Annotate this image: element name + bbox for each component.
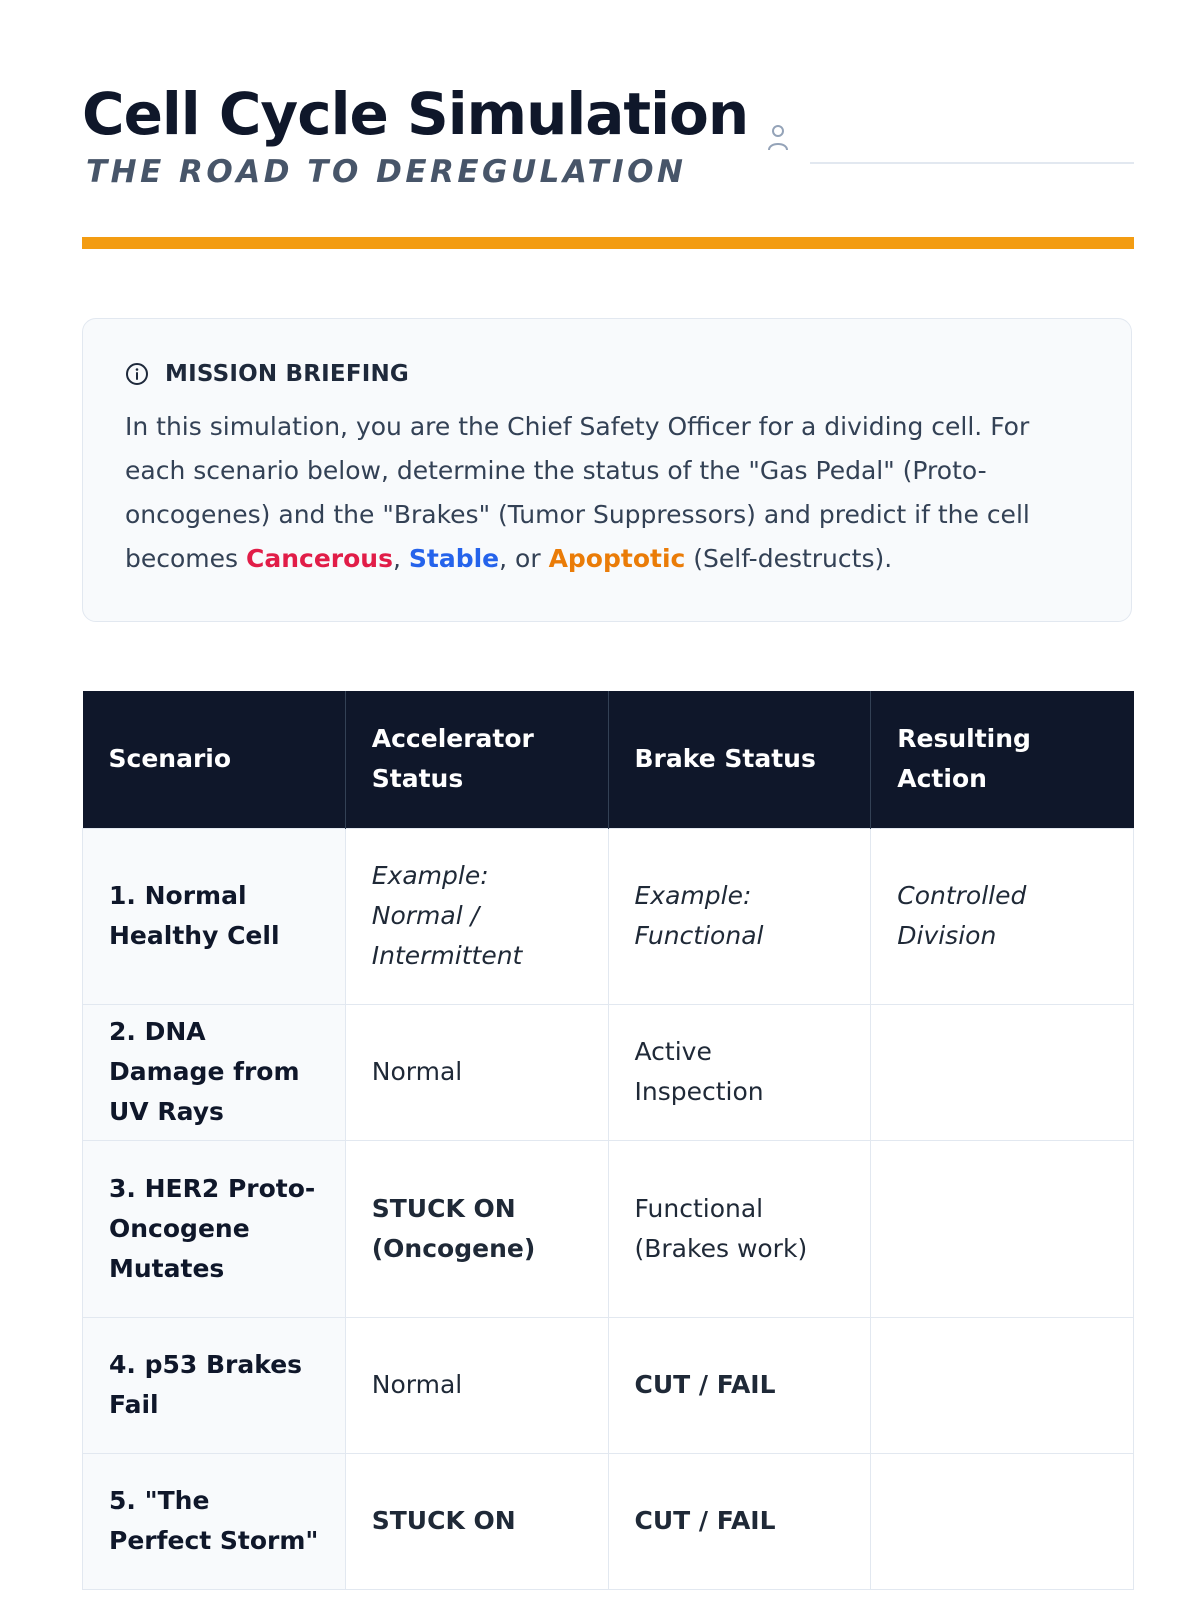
- scenario-cell: 2. DNA Damage from UV Rays: [83, 1004, 346, 1140]
- mission-briefing-card: [82, 318, 1132, 622]
- table-row: [83, 1140, 1134, 1317]
- briefing-header: [125, 359, 1089, 389]
- briefing-sep-1: ,: [392, 544, 409, 573]
- header-scenario: Scenario: [83, 691, 346, 828]
- accelerator-cell: STUCK ON: [345, 1453, 608, 1589]
- info-icon: [125, 362, 149, 386]
- action-cell[interactable]: [871, 1453, 1134, 1589]
- brake-cell: Active Inspection: [608, 1004, 871, 1140]
- briefing-sep-2: , or: [499, 544, 549, 573]
- outcome-cancerous: Cancerous: [246, 544, 393, 573]
- briefing-title: MISSION BRIEFING: [165, 361, 410, 387]
- table-row: [83, 1317, 1134, 1453]
- page-header: [82, 0, 1134, 250]
- brake-cell: Functional (Brakes work): [608, 1140, 871, 1317]
- header-action: Resulting Action: [871, 691, 1134, 828]
- action-cell[interactable]: [871, 1317, 1134, 1453]
- scenario-cell: 4. p53 Brakes Fail: [83, 1317, 346, 1453]
- header-divider: [810, 162, 1134, 164]
- outcome-stable: Stable: [408, 544, 500, 573]
- page-subtitle: THE ROAD TO DEREGULATION: [86, 154, 687, 190]
- user-icon[interactable]: [766, 123, 790, 153]
- table-row: [83, 1004, 1134, 1140]
- scenario-cell: 3. HER2 Proto-Oncogene Mutates: [83, 1140, 346, 1317]
- brake-cell: CUT / FAIL: [608, 1317, 871, 1453]
- simulation-table: [82, 691, 1134, 1590]
- action-cell: Controlled Division: [871, 828, 1134, 1004]
- header-brake: Brake Status: [608, 691, 871, 828]
- brake-cell: CUT / FAIL: [608, 1453, 871, 1589]
- table-row: [83, 828, 1134, 1004]
- accent-bar: [82, 237, 1134, 249]
- briefing-outro: (Self-destructs).: [685, 544, 893, 573]
- header-accelerator: Accelerator Status: [345, 691, 608, 828]
- table-row: [83, 1453, 1134, 1589]
- briefing-text: [125, 405, 1089, 581]
- outcome-apoptotic: Apoptotic: [548, 544, 686, 573]
- action-cell[interactable]: [871, 1140, 1134, 1317]
- accelerator-cell: STUCK ON (Oncogene): [345, 1140, 608, 1317]
- table-header-row: [83, 691, 1134, 828]
- accelerator-cell: Example: Normal / Intermittent: [345, 828, 608, 1004]
- accelerator-cell: Normal: [345, 1317, 608, 1453]
- accelerator-cell: Normal: [345, 1004, 608, 1140]
- briefing-intro: In this simulation, you are the Chief Safety Officer for a dividing cell. For each scenario below, determine the status of the "Gas Pedal" (Proto-oncogenes) and the "Brakes" (Tumor Suppressors) and predict if the cell becomes: [125, 412, 1030, 573]
- action-cell[interactable]: [871, 1004, 1134, 1140]
- page-title: Cell Cycle Simulation: [82, 80, 749, 148]
- scenario-cell: 5. "The Perfect Storm": [83, 1453, 346, 1589]
- worksheet-page: [82, 0, 1134, 1555]
- brake-cell: Example: Functional: [608, 828, 871, 1004]
- scenario-cell: 1. Normal Healthy Cell: [83, 828, 346, 1004]
